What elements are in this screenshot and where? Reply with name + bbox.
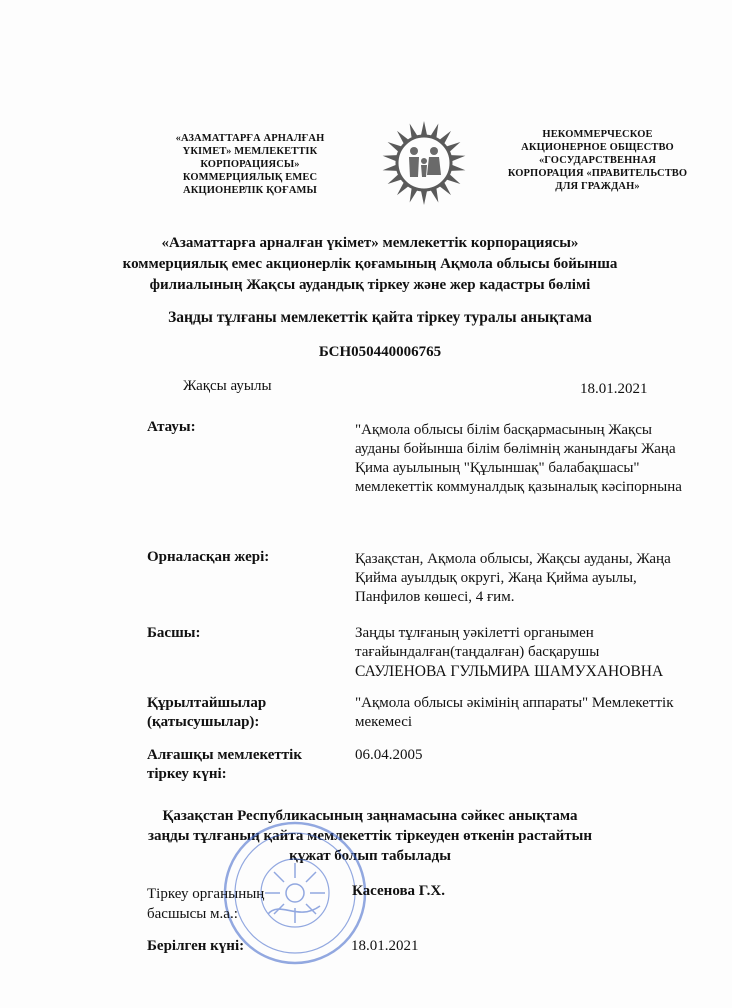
bin-number: БСН050440006765 bbox=[318, 344, 442, 360]
issue-date: 18.01.2021 bbox=[580, 381, 648, 397]
header-left-org: «АЗАМАТТАРҒА АРНАЛҒАН ҮКІМЕТ» МЕМЛЕКЕТТІК КОРПОРАЦИЯСЫ» КОММЕРЦИЯЛЫҚ ЕМЕС АКЦИОНЕРЛІК ҚОҒАМЫ bbox=[175, 133, 325, 196]
founders-label: Құрылтайшылар (қатысушылар): bbox=[147, 695, 267, 730]
issue-place: Жақсы ауылы bbox=[183, 378, 272, 394]
header-right-org: НЕКОММЕРЧЕСКОЕ АКЦИОНЕРНОЕ ОБЩЕСТВО «ГОСУДАРСТВЕННАЯ КОРПОРАЦИЯ «ПРАВИТЕЛЬСТВО ДЛЯ ГРАЖДАН» bbox=[507, 129, 688, 192]
location-value: Қазақстан, Ақмола облысы, Жақсы ауданы, Жаңа Қийма ауылдық округі, Жаңа Қийма ауылы, Панфилов көшесі, 4 ғим. bbox=[355, 551, 671, 605]
confirmation-statement: Қазақстан Республикасының заңнамасына сәйкес анықтама заңды тұлғаның қайта мемлекеттік тіркеуден өткенін растайтын құжат болып табылады bbox=[147, 808, 593, 864]
name-value: "Ақмола облысы білім басқармасының Жақсы ауданы бойынша білім бөлімнің жанындағы Жаңа Қима ауылының "Құлыншақ" балабақшасы" мемлекеттік коммуналдық қазыналық кәсіпорнына bbox=[355, 422, 682, 495]
issued-date-value: 18.01.2021 bbox=[351, 938, 419, 954]
head-full-name: САУЛЕНОВА ГУЛЬМИРА ШАМУХАНОВНА bbox=[355, 663, 664, 680]
head-value bbox=[355, 624, 695, 681]
founders-value: "Ақмола облысы әкімінің аппараты" Мемлекеттік мекемесі bbox=[355, 695, 674, 730]
issued-date-label: Берілген күні: bbox=[147, 938, 245, 954]
location-label: Орналасқан жері: bbox=[147, 549, 270, 565]
document-title: Заңды тұлғаны мемлекеттік қайта тіркеу туралы анықтама bbox=[168, 309, 592, 326]
initial-registration-label: Алғашқы мемлекеттік тіркеу күні: bbox=[147, 747, 302, 782]
initial-registration-value: 06.04.2005 bbox=[355, 747, 423, 763]
family-sun-logo-icon bbox=[378, 117, 470, 209]
head-appointment: Заңды тұлғаның уәкілетті органымен тағайындалған(таңдалған) басқарушы bbox=[355, 625, 600, 660]
head-label: Басшы: bbox=[147, 625, 201, 641]
signatory-name: Касенова Г.Х. bbox=[352, 883, 445, 899]
signatory-label: Тіркеу органының басшысы м.а.: bbox=[147, 886, 265, 922]
name-label: Атауы: bbox=[147, 419, 196, 435]
issuer-organization: «Азаматтарға арналған үкімет» мемлекеттік корпорациясы» коммерциялық емес акционерлік қоғамының Ақмола облысы бойынша филиалының Жақсы аудандық тіркеу және жер кадастры бөлімі bbox=[122, 235, 618, 293]
